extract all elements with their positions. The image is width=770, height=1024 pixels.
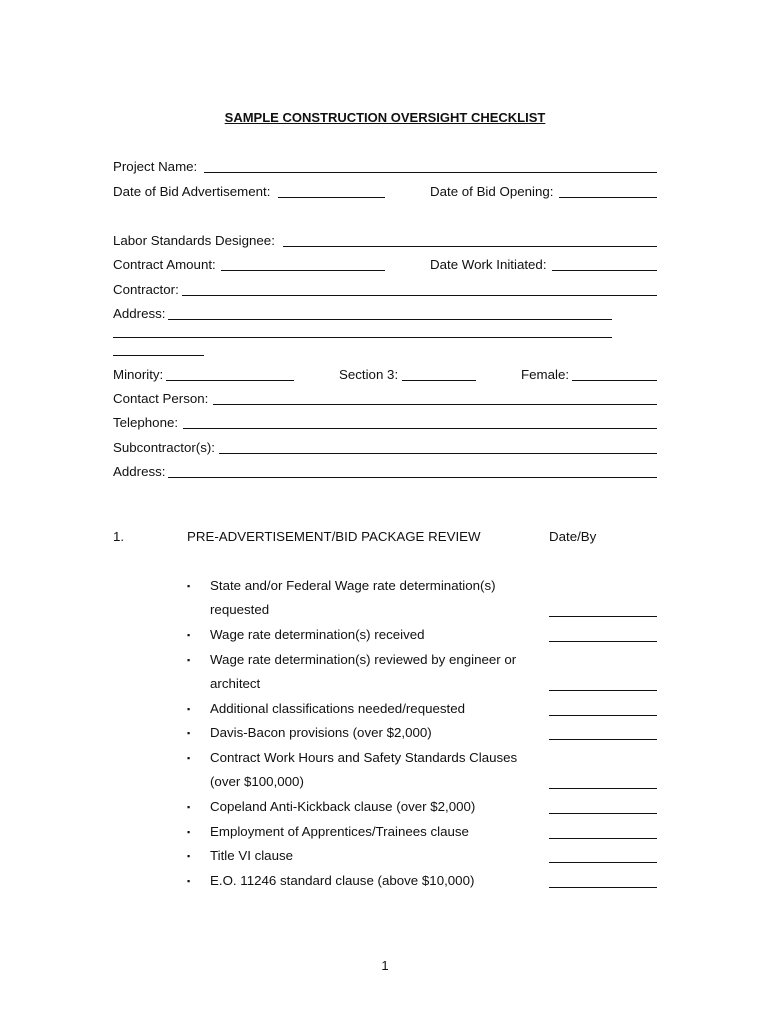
section3-field[interactable] xyxy=(402,380,476,381)
bullet-icon: ▪ xyxy=(187,802,191,812)
bullet-icon: ▪ xyxy=(187,851,191,861)
bullet-icon: ▪ xyxy=(187,581,191,591)
bullet-icon: ▪ xyxy=(187,704,191,714)
section-number: 1. xyxy=(113,529,125,544)
subcontractor-address-field[interactable] xyxy=(168,477,657,478)
bullet-icon: ▪ xyxy=(187,630,191,640)
date-work-initiated-label: Date Work Initiated: xyxy=(430,257,547,272)
project-name-field[interactable] xyxy=(204,172,657,173)
minority-label: Minority: xyxy=(113,367,164,382)
date-bid-opening-field[interactable] xyxy=(559,197,657,198)
date-by-field[interactable] xyxy=(549,690,657,691)
address-field-line-1[interactable] xyxy=(168,319,612,320)
minority-field[interactable] xyxy=(166,380,294,381)
date-by-field[interactable] xyxy=(549,813,657,814)
date-bid-advertisement-label: Date of Bid Advertisement: xyxy=(113,184,271,199)
checklist-item-text: Additional classifications needed/requested xyxy=(210,701,466,716)
bullet-icon: ▪ xyxy=(187,728,191,738)
checklist-item-text: Title VI clause xyxy=(210,848,294,863)
project-name-label: Project Name: xyxy=(113,159,198,174)
bullet-icon: ▪ xyxy=(187,827,191,837)
female-field[interactable] xyxy=(572,380,657,381)
date-by-field[interactable] xyxy=(549,788,657,789)
date-by-field[interactable] xyxy=(549,715,657,716)
date-bid-opening-label: Date of Bid Opening: xyxy=(430,184,554,199)
address-field-line-2[interactable] xyxy=(113,337,612,338)
subcontractor-address-label: Address: xyxy=(113,464,166,479)
contact-person-field[interactable] xyxy=(213,404,657,405)
telephone-field[interactable] xyxy=(183,428,657,429)
bullet-icon: ▪ xyxy=(187,876,191,886)
address-label: Address: xyxy=(113,306,166,321)
date-work-initiated-field[interactable] xyxy=(552,270,657,271)
labor-standards-designee-label: Labor Standards Designee: xyxy=(113,233,275,248)
checklist-item-text-cont: requested xyxy=(210,602,270,617)
contractor-label: Contractor: xyxy=(113,282,179,297)
subcontractors-label: Subcontractor(s): xyxy=(113,440,215,455)
address-field-line-3[interactable] xyxy=(113,355,204,356)
contract-amount-field[interactable] xyxy=(221,270,385,271)
date-by-field[interactable] xyxy=(549,641,657,642)
female-label: Female: xyxy=(521,367,570,382)
checklist-item-text: Employment of Apprentices/Trainees clause xyxy=(210,824,469,839)
telephone-label: Telephone: xyxy=(113,415,179,430)
labor-standards-designee-field[interactable] xyxy=(283,246,657,247)
contract-amount-label: Contract Amount: xyxy=(113,257,216,272)
section3-label: Section 3: xyxy=(339,367,399,382)
checklist-item-text: Wage rate determination(s) received xyxy=(210,627,425,642)
date-bid-advertisement-field[interactable] xyxy=(278,197,385,198)
contractor-field[interactable] xyxy=(182,295,657,296)
checklist-item-text: State and/or Federal Wage rate determination(s) xyxy=(210,578,496,593)
date-by-header: Date/By xyxy=(549,529,597,544)
checklist-item-text: Davis-Bacon provisions (over $2,000) xyxy=(210,725,432,740)
checklist-item-text: Contract Work Hours and Safety Standards Clauses xyxy=(210,750,518,765)
date-by-field[interactable] xyxy=(549,616,657,617)
checklist-item-text: Copeland Anti-Kickback clause (over $2,000) xyxy=(210,799,476,814)
bullet-icon: ▪ xyxy=(187,753,191,763)
bullet-icon: ▪ xyxy=(187,655,191,665)
date-by-field[interactable] xyxy=(549,739,657,740)
contact-person-label: Contact Person: xyxy=(113,391,209,406)
document-title: SAMPLE CONSTRUCTION OVERSIGHT CHECKLIST xyxy=(224,110,546,125)
date-by-field[interactable] xyxy=(549,838,657,839)
checklist-item-text-cont: (over $100,000) xyxy=(210,774,304,789)
checklist-item-text-cont: architect xyxy=(210,676,261,691)
checklist-item-text: Wage rate determination(s) reviewed by engineer or xyxy=(210,652,517,667)
section-heading: PRE-ADVERTISEMENT/BID PACKAGE REVIEW xyxy=(187,529,481,544)
date-by-field[interactable] xyxy=(549,887,657,888)
page-number: 1 xyxy=(381,958,389,973)
checklist-item-text: E.O. 11246 standard clause (above $10,000) xyxy=(210,873,475,888)
date-by-field[interactable] xyxy=(549,862,657,863)
subcontractors-field[interactable] xyxy=(219,453,657,454)
